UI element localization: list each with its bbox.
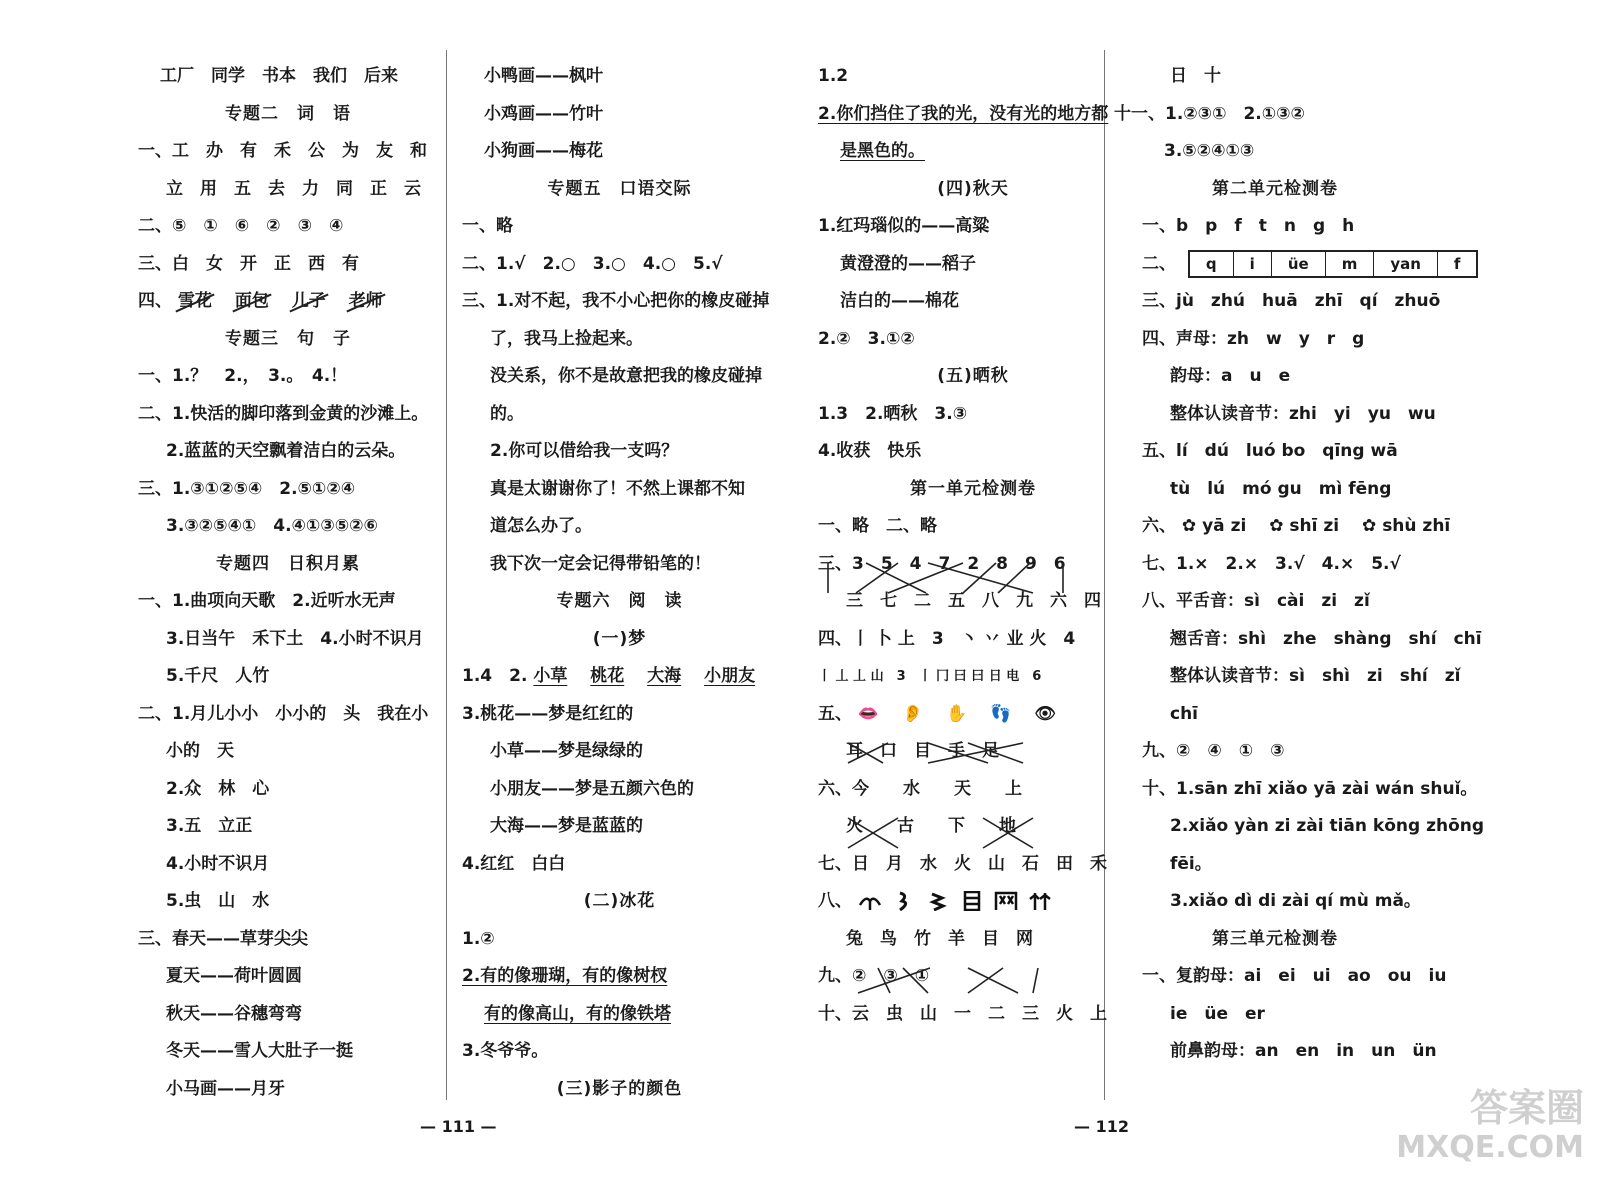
underlined-word: 小朋友 <box>704 666 756 686</box>
text-line: 一、复韵母：ai ei ui ao ou iu <box>1142 966 1447 986</box>
text-line: 3.日当午 禾下土 4.小时不识月 <box>166 628 424 649</box>
text-line: 三、3 5 4 7 2 8 9 6 <box>818 553 1066 574</box>
text-line: 冬天——雪人大肚子一挺 <box>166 1041 353 1061</box>
text-line: 三、1.对不起，我不小心把你的橡皮碰掉 <box>462 291 770 311</box>
text-line: 2.你可以借给我一支吗？ <box>490 441 679 461</box>
text-line: 三、jù zhú huā zhī qí zhuō <box>1142 291 1441 311</box>
text-line: 韵母：a u e <box>1170 366 1291 386</box>
text-line: 丨 丄 丄 山 3 丨 冂 曰 曰 日 电 6 <box>818 669 1042 684</box>
text-line: 夏天——荷叶圆圆 <box>166 966 302 986</box>
text-line: 4.小时不识月 <box>166 853 270 874</box>
column-2 <box>462 58 777 1108</box>
pinyin-cell: m <box>1325 252 1374 276</box>
pinyin-cell: f <box>1437 252 1477 276</box>
text-line: 四、声母：zh w y r g <box>1142 328 1365 349</box>
watermark-url: MXQE.COM <box>1396 1130 1584 1165</box>
text-line: 五、lí dú luó bo qīng wā <box>1142 441 1398 461</box>
text-line: 5.虫 山 水 <box>166 891 270 911</box>
underlined-word: 大海 <box>647 666 682 686</box>
text-line <box>462 658 777 696</box>
page-number-left: — 111 — <box>420 1117 497 1136</box>
column-3 <box>818 58 1128 1033</box>
text-line: 2.蓝蓝的天空飘着洁白的云朵。 <box>166 441 406 461</box>
text-line: 2.众 林 心 <box>166 778 270 799</box>
sub-heading: (五)晒秋 <box>937 366 1009 386</box>
eye-icon: 👁 <box>1034 703 1056 724</box>
text-line: fēi。 <box>1170 853 1212 874</box>
item-number: 六、 <box>1142 516 1176 536</box>
text-line: 八、平舌音：sì cài zi zǐ <box>1142 591 1370 611</box>
footprints-icon: 👣 <box>990 703 1012 724</box>
text-line: 一、1.？ 2.， 3.。 4.！ <box>138 366 348 386</box>
text-line: 二、1.√ 2.○ 3.○ 4.○ 5.√ <box>462 253 723 274</box>
text-line: 秋天——谷穗弯弯 <box>166 1003 302 1024</box>
flower-icon: ✿ <box>1362 516 1377 536</box>
mouth-icon: 👄 <box>857 703 880 724</box>
text-line: 七、日 月 水 火 山 石 田 禾 <box>818 853 1107 874</box>
watermark-logo-text: 答案圈 <box>1469 1086 1584 1130</box>
ancient-glyph-icon <box>892 891 926 911</box>
item-number: 五、 <box>818 703 852 724</box>
struck-word: 面包 <box>235 283 269 321</box>
text-line: 4.收获 快乐 <box>818 441 922 461</box>
text-line: 三、白 女 开 正 西 有 <box>138 253 359 274</box>
text-line: 1.② <box>462 928 495 949</box>
bamboo-glyph-icon <box>1028 891 1056 911</box>
text-line: 一、工 办 有 禾 公 为 友 和 <box>138 141 427 161</box>
text-line: 3.xiǎo dì di zài qí mù mǎ。 <box>1170 891 1421 911</box>
column-divider <box>446 50 447 1100</box>
text-line: chī <box>1170 703 1199 724</box>
text-line: 三 七 二 五 八 九 六 四 <box>846 591 1101 611</box>
ear-icon: 👂 <box>902 703 924 724</box>
text-line: 3.冬爷爷。 <box>462 1041 549 1061</box>
text-line: 耳 口 目 手 足 <box>846 741 999 761</box>
sub-heading: (四)秋天 <box>937 178 1009 199</box>
text-line: 2.你们挡住了我的光，没有光的地方都 <box>818 103 1109 124</box>
text-line: 是黑色的。 <box>840 141 925 161</box>
pinyin-cell: yan <box>1373 252 1437 276</box>
pinyin-box <box>1188 250 1479 278</box>
text-line: 九、② ③ ① <box>818 966 930 986</box>
text-line: 大海——梦是蓝蓝的 <box>490 816 643 836</box>
text-line: 3.③②⑤④① 4.④①③⑤②⑥ <box>166 516 378 536</box>
text-line: 4.红红 白白 <box>462 853 566 874</box>
text-line: 5.千尺 人竹 <box>166 666 270 686</box>
struck-word: 老师 <box>349 283 383 321</box>
text-line: 黄澄澄的——稻子 <box>840 253 976 274</box>
column-4 <box>1114 58 1582 1071</box>
text-line: 1.3 2.晒秋 3.③ <box>818 403 968 424</box>
sub-heading: (三)影子的颜色 <box>556 1078 683 1099</box>
text-line: 小马画——月牙 <box>166 1078 285 1099</box>
text-line: 兔 鸟 竹 羊 目 网 <box>846 928 1033 949</box>
text-line: tù lú mó gu mì fēng <box>1170 478 1392 499</box>
pinyin-cell: üe <box>1271 252 1325 276</box>
section-heading: 专题二 词 语 <box>225 103 351 124</box>
text-line: 有的像高山，有的像铁塔 <box>484 1003 671 1024</box>
section-heading: 专题三 句 子 <box>225 328 351 349</box>
text-line: 工厂 同学 书本 我们 后来 <box>160 66 398 86</box>
section-heading: 第三单元检测卷 <box>1212 928 1338 949</box>
struck-word: 雪花 <box>178 283 212 321</box>
page-number-right: — 112 <box>1074 1117 1129 1136</box>
text-line: 翘舌音：shì zhe shàng shí chī <box>1170 628 1482 649</box>
text-line: 十一、1.②③① 2.①③② <box>1114 103 1305 124</box>
text-line: 小的 天 <box>166 741 234 761</box>
text-line: 的。 <box>490 403 524 424</box>
underlined-word: 小草 <box>533 666 568 686</box>
text-line: 二、1.月儿小小 小小的 头 我在小 <box>138 703 429 724</box>
text-line: 1.红玛瑙似的——高粱 <box>818 216 990 236</box>
text-line: 小鸭画——枫叶 <box>484 66 603 86</box>
text-line <box>1142 508 1582 546</box>
text-line: 小鸡画——竹叶 <box>484 103 603 124</box>
text-line <box>138 283 438 321</box>
text-line: 九、② ④ ① ③ <box>1142 741 1285 761</box>
ancient-glyph-icon <box>858 891 892 911</box>
text-line: 十、云 虫 山 一 二 三 火 上 <box>818 1003 1107 1024</box>
item-number: 1.4 2. <box>462 666 528 686</box>
text-line: ie üe er <box>1170 1003 1265 1024</box>
section-heading: 专题四 日积月累 <box>216 553 360 574</box>
column-1 <box>138 58 438 1108</box>
text-line: 整体认读音节：zhi yi yu wu <box>1170 403 1436 424</box>
section-heading: 专题六 阅 读 <box>556 591 683 611</box>
text-line: 七、1.× 2.× 3.√ 4.× 5.√ <box>1142 553 1401 574</box>
pinyin-cell: i <box>1233 252 1271 276</box>
section-heading: 第二单元检测卷 <box>1212 178 1338 199</box>
text-line: 我下次一定会记得带铅笔的！ <box>490 553 711 574</box>
text-line: 十、1.sān zhī xiǎo yā zài wán shuǐ。 <box>1142 778 1478 799</box>
text-line: 洁白的——棉花 <box>840 291 959 311</box>
underlined-word: 桃花 <box>590 666 625 686</box>
text-line: 1.2 <box>818 66 849 86</box>
pinyin-answer: shī zi <box>1289 516 1340 536</box>
text-line: 2.xiǎo yàn zi zài tiān kōng zhōng <box>1170 816 1485 836</box>
text-line: 了，我马上捡起来。 <box>490 328 643 349</box>
sub-heading: (一)梦 <box>592 628 647 649</box>
text-line: 六、今 水 天 上 <box>818 778 1022 799</box>
text-line: 道怎么办了。 <box>490 516 592 536</box>
text-line: 小狗画——梅花 <box>484 141 603 161</box>
text-line: 一、略 <box>462 216 513 236</box>
section-heading: 专题五 口语交际 <box>547 178 692 199</box>
text-line: 整体认读音节：sì shì zi shí zǐ <box>1170 666 1461 686</box>
text-line: 四、丨 卜 上 3 丶 丷 业 火 4 <box>818 628 1076 649</box>
text-line: 二、1.快活的脚印落到金黄的沙滩上。 <box>138 403 429 424</box>
text-line: 没关系，你不是故意把我的橡皮碰掉 <box>490 366 762 386</box>
text-line: 2.② 3.①② <box>818 328 915 349</box>
text-line: 一、1.曲项向天歌 2.近听水无声 <box>138 591 396 611</box>
ancient-glyph-icon <box>926 891 960 911</box>
text-line: 立 用 五 去 力 同 正 云 <box>166 178 421 199</box>
hand-icon: ✋ <box>946 703 968 724</box>
text-line: 小朋友——梦是五颜六色的 <box>490 778 694 799</box>
watermark <box>1396 1088 1584 1168</box>
item-number: 二、 <box>1142 253 1176 274</box>
flower-icon: ✿ <box>1181 516 1197 536</box>
pinyin-cell: q <box>1205 254 1217 273</box>
pinyin-answer: yā zi <box>1202 516 1247 536</box>
sub-heading: (二)冰花 <box>583 891 656 911</box>
text-line: 真是太谢谢你了！不然上课都不知 <box>490 478 745 499</box>
text-line: 一、b p f t n g h <box>1142 216 1355 236</box>
eye-glyph-icon <box>960 891 994 911</box>
text-line: 三、春天——草芽尖尖 <box>138 928 308 949</box>
pinyin-answer: shù zhī <box>1382 516 1451 536</box>
text-line: 一、略 二、略 <box>818 516 937 536</box>
text-line: 三、1.③①②⑤④ 2.⑤①②④ <box>138 478 356 499</box>
text-line: 3.⑤②④①③ <box>1164 141 1255 161</box>
text-line: 前鼻韵母：an en in un ün <box>1170 1041 1437 1061</box>
text-line: 2.有的像珊瑚，有的像树杈 <box>462 966 668 986</box>
text-line: 3.桃花——梦是红红的 <box>462 703 634 724</box>
flower-icon: ✿ <box>1269 516 1284 536</box>
text-line <box>818 883 1128 921</box>
struck-word: 儿子 <box>292 283 326 321</box>
text-line <box>818 696 1128 734</box>
text-line: 二、⑤ ① ⑥ ② ③ ④ <box>138 216 344 236</box>
text-line: 3.五 立正 <box>166 816 253 836</box>
item-number: 八、 <box>818 891 852 911</box>
text-line: 日 十 <box>1170 66 1221 86</box>
section-heading: 第一单元检测卷 <box>910 478 1036 499</box>
net-glyph-icon <box>994 891 1028 911</box>
text-line: 火 古 下 地 <box>846 816 1016 836</box>
item-number: 四、 <box>138 291 172 311</box>
text-line <box>1142 246 1582 284</box>
text-line: 小草——梦是绿绿的 <box>490 741 643 761</box>
